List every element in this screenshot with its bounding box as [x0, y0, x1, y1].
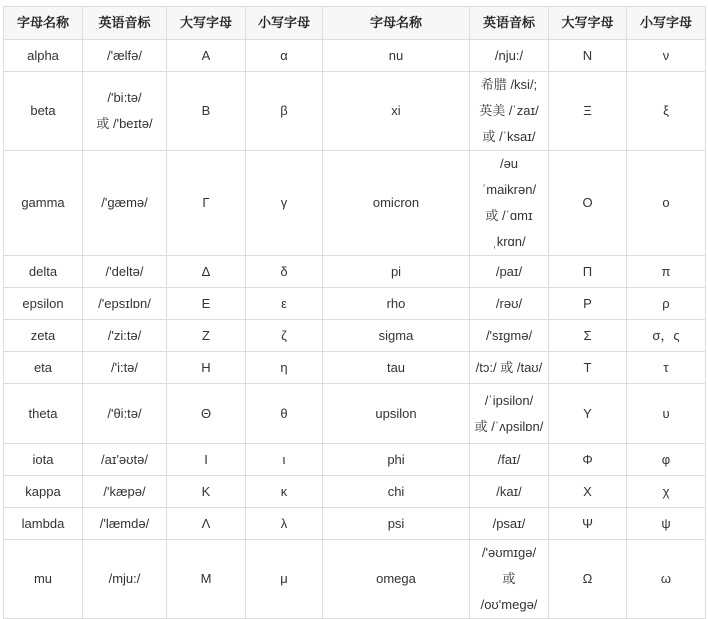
table-row [4, 151, 706, 256]
ipa-line: /'əʊmɪɡə/ [481, 545, 537, 560]
ipa-cell [83, 384, 167, 444]
ipa-line: /nju:/ [494, 47, 524, 63]
uppercase-cell: Ε [167, 288, 246, 320]
letter-name-cell: epsilon [4, 288, 83, 320]
ipa-cell [83, 320, 167, 352]
uppercase-cell: Χ [549, 476, 627, 508]
header-letter-name-2: 字母名称 [323, 7, 470, 40]
uppercase-cell: Α [167, 40, 246, 72]
table-row [4, 40, 706, 72]
ipa-line: /'læmdə/ [99, 515, 150, 531]
ipa-line: /'kæpə/ [103, 483, 146, 499]
lowercase-cell: ρ [627, 288, 706, 320]
lowercase-cell: η [246, 352, 323, 384]
letter-name-cell: mu [4, 540, 83, 619]
ipa-line: 或 /ˈʌpsilɒn/ [474, 418, 544, 434]
letter-name-cell: nu [323, 40, 470, 72]
uppercase-cell: Ν [549, 40, 627, 72]
lowercase-cell: δ [246, 256, 323, 288]
table-row [4, 352, 706, 384]
uppercase-cell: Γ [167, 151, 246, 256]
table-row [4, 256, 706, 288]
ipa-cell [83, 540, 167, 619]
ipa-cell [83, 40, 167, 72]
ipa-cell [83, 151, 167, 256]
lowercase-cell: θ [246, 384, 323, 444]
ipa-line: /kaɪ/ [496, 483, 522, 499]
table-row [4, 508, 706, 540]
header-lowercase-2: 小写字母 [627, 7, 706, 40]
table-row [4, 288, 706, 320]
ipa-line: /'epsɪlɒn/ [98, 295, 151, 311]
ipa-cell [470, 476, 549, 508]
letter-name-cell: rho [323, 288, 470, 320]
ipa-line: 或 /ˈɑmɪˌkrɑn/ [485, 208, 533, 249]
table-row [4, 540, 706, 619]
ipa-line: /ˈipsilon/ [484, 392, 534, 408]
letter-name-cell: upsilon [323, 384, 470, 444]
ipa-line: /'zi:tə/ [107, 327, 142, 343]
lowercase-cell: λ [246, 508, 323, 540]
ipa-line: /'θi:tə/ [107, 405, 142, 421]
uppercase-cell: Τ [549, 352, 627, 384]
uppercase-cell: Π [549, 256, 627, 288]
ipa-cell [83, 352, 167, 384]
uppercase-cell: Ο [549, 151, 627, 256]
letter-name-cell: omicron [323, 151, 470, 256]
table-row [4, 444, 706, 476]
letter-name-cell: eta [4, 352, 83, 384]
lowercase-cell: π [627, 256, 706, 288]
ipa-cell [83, 72, 167, 151]
ipa-cell [470, 352, 549, 384]
letter-name-cell: theta [4, 384, 83, 444]
ipa-line: /'gæmə/ [101, 195, 148, 210]
uppercase-cell: Ι [167, 444, 246, 476]
header-uppercase-2: 大写字母 [549, 7, 627, 40]
letter-name-cell: delta [4, 256, 83, 288]
ipa-line: /paɪ/ [495, 263, 523, 279]
ipa-cell [470, 151, 549, 256]
ipa-line: /'ælfə/ [107, 47, 142, 63]
uppercase-cell: Υ [549, 384, 627, 444]
lowercase-cell: ο [627, 151, 706, 256]
letter-name-cell: sigma [323, 320, 470, 352]
uppercase-cell: Λ [167, 508, 246, 540]
letter-name-cell: phi [323, 444, 470, 476]
ipa-cell [470, 444, 549, 476]
table-row [4, 72, 706, 151]
lowercase-cell: τ [627, 352, 706, 384]
header-ipa-2: 英语音标 [470, 7, 549, 40]
ipa-line: /faɪ/ [497, 451, 521, 467]
ipa-line: /psaɪ/ [492, 515, 526, 531]
ipa-line: 或 /oʊ'meɡə/ [480, 571, 538, 612]
ipa-cell [83, 476, 167, 508]
table-row [4, 320, 706, 352]
lowercase-cell: ν [627, 40, 706, 72]
header-lowercase: 小写字母 [246, 7, 323, 40]
letter-name-cell: omega [323, 540, 470, 619]
uppercase-cell: Σ [549, 320, 627, 352]
lowercase-cell: γ [246, 151, 323, 256]
letter-name-cell: zeta [4, 320, 83, 352]
header-row [4, 7, 706, 40]
ipa-cell [470, 320, 549, 352]
letter-name-cell: psi [323, 508, 470, 540]
ipa-cell [83, 256, 167, 288]
ipa-line: 或 /'beɪtə/ [96, 116, 153, 131]
lowercase-cell: υ [627, 384, 706, 444]
ipa-cell [83, 444, 167, 476]
table-body [4, 40, 706, 619]
lowercase-cell: ζ [246, 320, 323, 352]
lowercase-cell: β [246, 72, 323, 151]
ipa-cell [470, 40, 549, 72]
lowercase-cell: σ，ς [627, 320, 706, 352]
letter-name-cell: tau [323, 352, 470, 384]
ipa-line: /tɔ:/ 或 /taʊ/ [475, 359, 543, 375]
header-uppercase: 大写字母 [167, 7, 246, 40]
ipa-line: /'i:tə/ [110, 359, 139, 375]
ipa-cell [470, 256, 549, 288]
ipa-cell [83, 508, 167, 540]
ipa-line: /'bi:tə/ [107, 90, 142, 105]
ipa-line: /mju:/ [108, 571, 141, 586]
ipa-cell [470, 72, 549, 151]
uppercase-cell: Ω [549, 540, 627, 619]
lowercase-cell: κ [246, 476, 323, 508]
ipa-line: /'deltə/ [105, 263, 144, 279]
uppercase-cell: Ξ [549, 72, 627, 151]
letter-name-cell: xi [323, 72, 470, 151]
letter-name-cell: alpha [4, 40, 83, 72]
letter-name-cell: gamma [4, 151, 83, 256]
table-row [4, 384, 706, 444]
lowercase-cell: μ [246, 540, 323, 619]
ipa-line: /aɪ'əʊtə/ [100, 451, 149, 467]
lowercase-cell: φ [627, 444, 706, 476]
header-letter-name: 字母名称 [4, 7, 83, 40]
table-row [4, 476, 706, 508]
uppercase-cell: Ψ [549, 508, 627, 540]
lowercase-cell: ω [627, 540, 706, 619]
greek-alphabet-table [3, 6, 706, 619]
letter-name-cell: kappa [4, 476, 83, 508]
ipa-cell [470, 384, 549, 444]
ipa-cell [83, 288, 167, 320]
letter-name-cell: chi [323, 476, 470, 508]
ipa-line: 希腊 /ksi/; [480, 77, 538, 92]
uppercase-cell: Θ [167, 384, 246, 444]
uppercase-cell: Μ [167, 540, 246, 619]
ipa-line: /əuˈmaikrən/ [481, 156, 537, 197]
letter-name-cell: iota [4, 444, 83, 476]
letter-name-cell: pi [323, 256, 470, 288]
uppercase-cell: Ρ [549, 288, 627, 320]
uppercase-cell: Δ [167, 256, 246, 288]
ipa-line: /rəʊ/ [495, 295, 523, 311]
uppercase-cell: Ζ [167, 320, 246, 352]
header-ipa: 英语音标 [83, 7, 167, 40]
uppercase-cell: Κ [167, 476, 246, 508]
ipa-line: 英美 /ˈzaɪ/ 或 /ˈksaɪ/ [479, 103, 539, 144]
lowercase-cell: ι [246, 444, 323, 476]
letter-name-cell: beta [4, 72, 83, 151]
lowercase-cell: ε [246, 288, 323, 320]
ipa-cell [470, 288, 549, 320]
lowercase-cell: χ [627, 476, 706, 508]
lowercase-cell: ψ [627, 508, 706, 540]
uppercase-cell: Β [167, 72, 246, 151]
ipa-cell [470, 508, 549, 540]
uppercase-cell: Φ [549, 444, 627, 476]
ipa-cell [470, 540, 549, 619]
ipa-line: /'sɪɡmə/ [485, 327, 533, 343]
letter-name-cell: lambda [4, 508, 83, 540]
lowercase-cell: α [246, 40, 323, 72]
uppercase-cell: Η [167, 352, 246, 384]
lowercase-cell: ξ [627, 72, 706, 151]
